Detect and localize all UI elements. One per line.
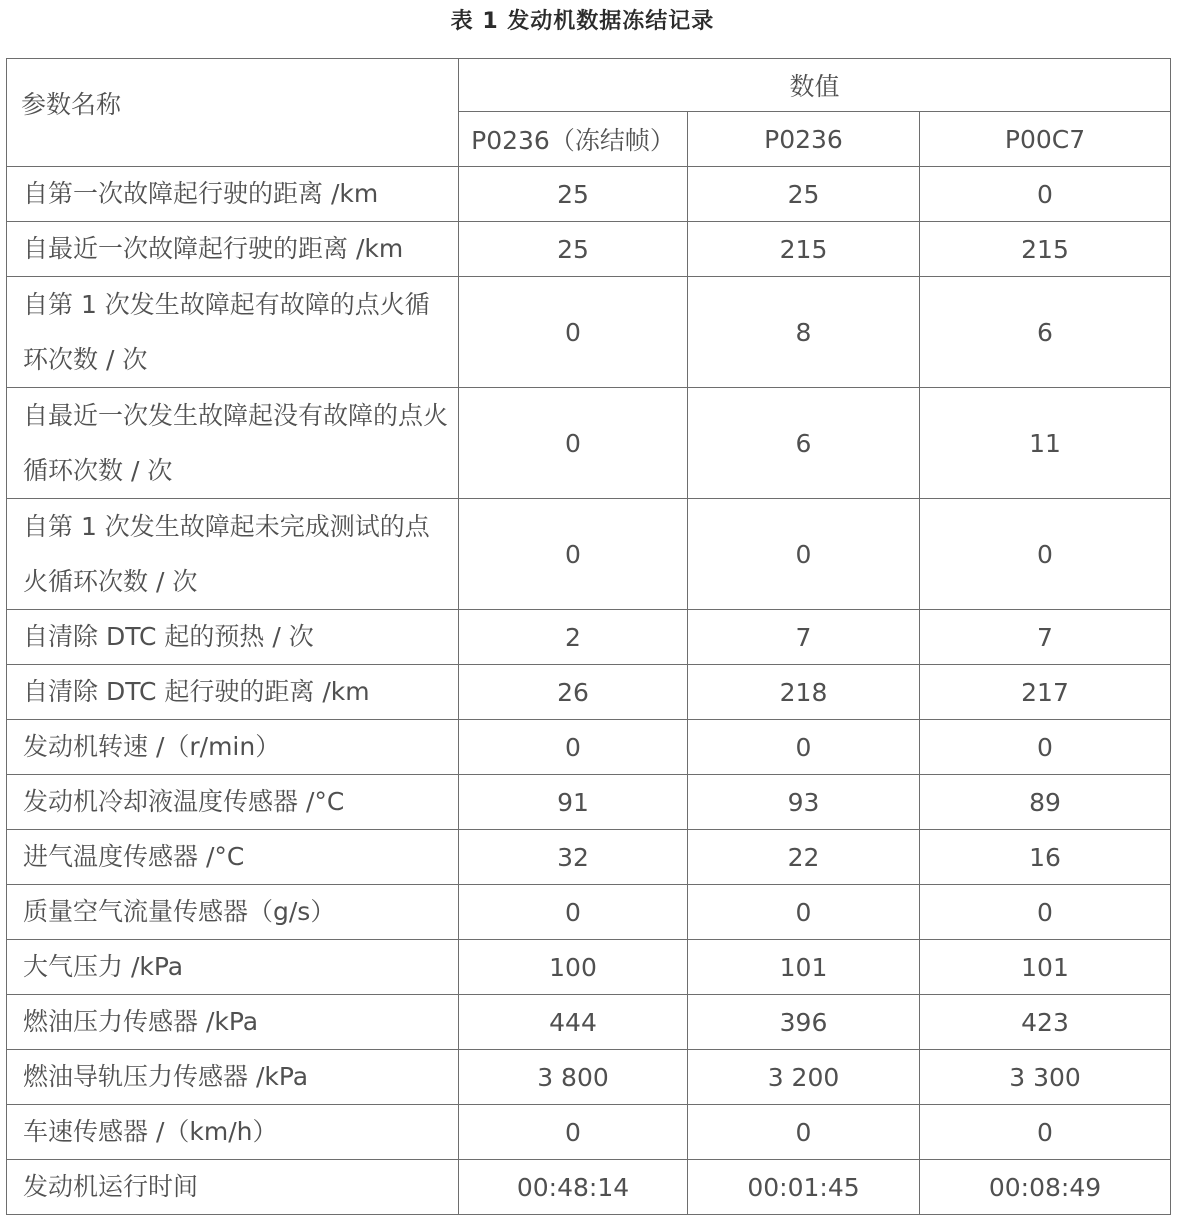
row-value: 0 xyxy=(920,885,1171,940)
row-label: 发动机运行时间 xyxy=(7,1160,459,1215)
row-value: 215 xyxy=(920,222,1171,277)
row-label: 质量空气流量传感器（g/s） xyxy=(7,885,459,940)
row-value: 00:01:45 xyxy=(688,1160,920,1215)
row-value: 100 xyxy=(459,940,688,995)
header-value-group: 数值 xyxy=(459,59,1171,112)
row-value: 101 xyxy=(688,940,920,995)
table-row xyxy=(7,277,1171,388)
header-col-p0236: P0236 xyxy=(688,112,920,167)
row-value: 25 xyxy=(459,167,688,222)
header-param-name: 参数名称 xyxy=(7,59,459,167)
row-value: 0 xyxy=(688,885,920,940)
row-value: 218 xyxy=(688,665,920,720)
table-row xyxy=(7,1050,1171,1105)
table-caption: 表 1 发动机数据冻结记录 xyxy=(450,9,715,34)
row-value: 91 xyxy=(459,775,688,830)
row-value: 25 xyxy=(459,222,688,277)
row-label: 自第 1 次发生故障起未完成测试的点火循环次数 / 次 xyxy=(7,499,459,610)
row-value: 0 xyxy=(459,499,688,610)
table-row xyxy=(7,388,1171,499)
row-label: 大气压力 /kPa xyxy=(7,940,459,995)
row-value: 0 xyxy=(459,388,688,499)
row-value: 0 xyxy=(688,1105,920,1160)
table-row xyxy=(7,830,1171,885)
row-value: 0 xyxy=(688,499,920,610)
row-value: 26 xyxy=(459,665,688,720)
table-row xyxy=(7,940,1171,995)
row-value: 0 xyxy=(459,1105,688,1160)
row-value: 6 xyxy=(688,388,920,499)
row-value: 0 xyxy=(459,277,688,388)
row-value: 32 xyxy=(459,830,688,885)
row-value: 217 xyxy=(920,665,1171,720)
header-col-p00c7: P00C7 xyxy=(920,112,1171,167)
row-label: 自最近一次发生故障起没有故障的点火循环次数 / 次 xyxy=(7,388,459,499)
row-value: 3 800 xyxy=(459,1050,688,1105)
table-row xyxy=(7,775,1171,830)
row-label: 进气温度传感器 /°C xyxy=(7,830,459,885)
row-value: 0 xyxy=(920,1105,1171,1160)
row-value: 0 xyxy=(459,885,688,940)
row-value: 16 xyxy=(920,830,1171,885)
freeze-frame-table xyxy=(6,58,1171,1215)
row-label: 自第一次故障起行驶的距离 /km xyxy=(7,167,459,222)
row-label: 自最近一次故障起行驶的距离 /km xyxy=(7,222,459,277)
table-row xyxy=(7,1160,1171,1215)
row-value: 0 xyxy=(459,720,688,775)
row-label: 发动机冷却液温度传感器 /°C xyxy=(7,775,459,830)
table-row xyxy=(7,499,1171,610)
row-value: 00:48:14 xyxy=(459,1160,688,1215)
row-value: 215 xyxy=(688,222,920,277)
table-row xyxy=(7,665,1171,720)
row-value: 396 xyxy=(688,995,920,1050)
row-value: 0 xyxy=(920,720,1171,775)
row-label: 自清除 DTC 起的预热 / 次 xyxy=(7,610,459,665)
table-row xyxy=(7,1105,1171,1160)
row-value: 7 xyxy=(688,610,920,665)
table-row xyxy=(7,885,1171,940)
row-value: 2 xyxy=(459,610,688,665)
row-value: 0 xyxy=(920,167,1171,222)
row-value: 6 xyxy=(920,277,1171,388)
row-value: 0 xyxy=(688,720,920,775)
row-label: 车速传感器 /（km/h） xyxy=(7,1105,459,1160)
row-value: 444 xyxy=(459,995,688,1050)
row-value: 8 xyxy=(688,277,920,388)
row-value: 22 xyxy=(688,830,920,885)
row-label: 自第 1 次发生故障起有故障的点火循环次数 / 次 xyxy=(7,277,459,388)
table-row xyxy=(7,222,1171,277)
row-label: 自清除 DTC 起行驶的距离 /km xyxy=(7,665,459,720)
row-label: 燃油导轨压力传感器 /kPa xyxy=(7,1050,459,1105)
row-value: 93 xyxy=(688,775,920,830)
table-row xyxy=(7,720,1171,775)
row-value: 3 300 xyxy=(920,1050,1171,1105)
row-value: 0 xyxy=(920,499,1171,610)
table-row xyxy=(7,167,1171,222)
row-value: 7 xyxy=(920,610,1171,665)
row-value: 00:08:49 xyxy=(920,1160,1171,1215)
row-value: 25 xyxy=(688,167,920,222)
row-value: 101 xyxy=(920,940,1171,995)
row-label: 燃油压力传感器 /kPa xyxy=(7,995,459,1050)
table-row xyxy=(7,610,1171,665)
row-value: 3 200 xyxy=(688,1050,920,1105)
row-value: 89 xyxy=(920,775,1171,830)
row-value: 11 xyxy=(920,388,1171,499)
header-col-p0236-freeze: P0236（冻结帧） xyxy=(459,112,688,167)
row-label: 发动机转速 /（r/min） xyxy=(7,720,459,775)
table-row xyxy=(7,995,1171,1050)
row-value: 423 xyxy=(920,995,1171,1050)
